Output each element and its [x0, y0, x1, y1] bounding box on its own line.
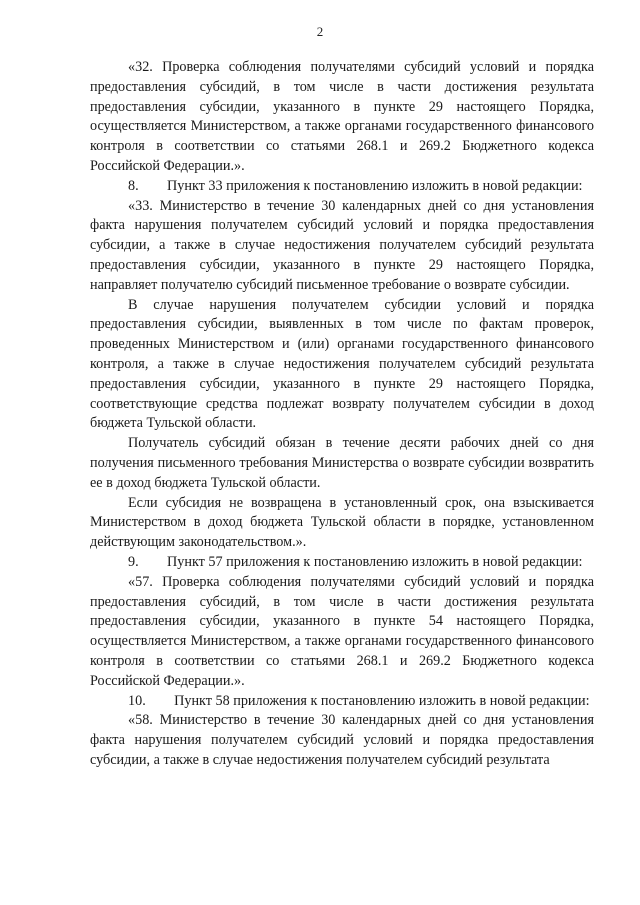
paragraph-clause-32: «32. Проверка соблюдения получателями субсидий условий и порядка предоставления субсидий, в том числе в части достижения результата предоставления субсидии, указанного в пункте 29 настоящего Порядка, осуществляется Министерством, а также органами государственного финансового контроля в соответствии со статьями 268.1 и 269.2 Бюджетного кодекса Российской Федерации.».	[90, 59, 594, 174]
paragraph-clause-33: «33. Министерство в течение 30 календарных дней со дня установления факта нарушения получателем субсидий условий и порядка предоставления субсидии, а также в случае недостижения получателем субсидий результата предоставления субсидии, указанного в пункте 29 настоящего Порядка, направляет получателю субсидий письменное требование о возврате субсидии.	[90, 197, 594, 293]
paragraph-violation-return: В случае нарушения получателем субсидии условий и порядка предоставления субсидии, выявленных в том числе по фактам проверок, проведенных Министерством и (или) органами государственного финансового контроля, а также в случае недостижения получателем субсидий результата предоставления субсидии, указанного в пункте 29 настоящего Порядка, соответствующие средства подлежат возврату получателем субсидии в доход бюджета Тульской области.	[90, 296, 594, 432]
page-number: 2	[316, 24, 324, 39]
paragraph-item-10: 10. Пункт 58 приложения к постановлению изложить в новой редакции:	[128, 692, 590, 709]
paragraph-item-9: 9. Пункт 57 приложения к постановлению изложить в новой редакции:	[128, 553, 583, 570]
document-body	[90, 58, 594, 771]
paragraph-collection: Если субсидия не возвращена в установленный срок, она взыскивается Министерством в доход бюджета Тульской области в порядке, установленном действующим законодательством.».	[90, 494, 594, 551]
paragraph-return-deadline: Получатель субсидий обязан в течение десяти рабочих дней со дня получения письменного требования Министерства о возврате субсидии возвратить ее в доход бюджета Тульской области.	[90, 435, 594, 491]
paragraph-clause-57: «57. Проверка соблюдения получателями субсидий условий и порядка предоставления субсидий, в том числе в части достижения результата предоставления субсидии, указанного в пункте 54 настоящего Порядка, осуществляется Министерством, а также органами государственного финансового контроля в соответствии со статьями 268.1 и 269.2 Бюджетного кодекса Российской Федерации.».	[90, 573, 594, 689]
paragraph-clause-58: «58. Министерство в течение 30 календарных дней со дня установления факта нарушения получателем субсидий условий и порядка предоставления субсидии, а также в случае недостижения получателем субсидий результата	[90, 712, 594, 768]
paragraph-item-8: 8. Пункт 33 приложения к постановлению изложить в новой редакции:	[128, 177, 583, 194]
